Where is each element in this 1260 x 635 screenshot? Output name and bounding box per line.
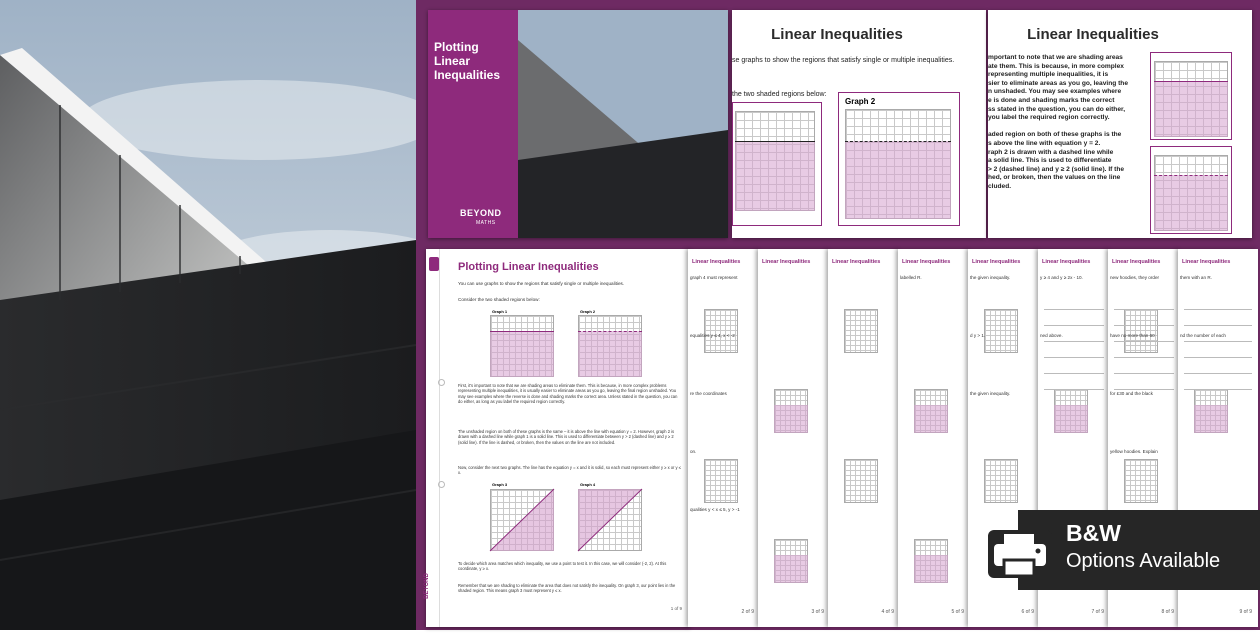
answer-line [1184, 309, 1252, 310]
answer-line [1114, 373, 1174, 374]
page-grid-shade [1194, 405, 1228, 433]
slide3-line: cluded. [988, 182, 1012, 190]
slide3-line: hed, or broken, then the values on the line [988, 174, 1121, 182]
ws-graph1-line [490, 331, 554, 332]
slide3-line: e is done and shading marks the correct [988, 96, 1115, 104]
page-text: nd the number of each [1180, 333, 1226, 338]
graph1-frame [732, 102, 822, 226]
answer-line [1114, 341, 1174, 342]
bw-options-badge [1018, 510, 1260, 590]
answer-line [1184, 389, 1252, 390]
answer-line [1044, 341, 1104, 342]
page-grid [1124, 459, 1158, 503]
answer-line [1044, 389, 1104, 390]
answer-line [1044, 309, 1104, 310]
graph1-shaded-region [735, 141, 815, 211]
worksheet-page-4 [828, 249, 900, 627]
page-number: 8 of 9 [1161, 609, 1174, 615]
beyond-logo: BEYOND [460, 208, 502, 218]
slide3-line: aded region on both of these graphs is the [988, 131, 1122, 139]
slide2-intro: se graphs to show the regions that satisfy single or multiple inequalities. [732, 57, 955, 64]
answer-line [1044, 373, 1104, 374]
slide2-title: Linear Inequalities [771, 26, 903, 43]
ws-graph3-label: Graph 3 [492, 482, 508, 487]
graph2-shaded-region [845, 141, 951, 219]
page-grid-shade [914, 405, 948, 433]
page-number: 7 of 9 [1091, 609, 1104, 615]
page-grid [704, 459, 738, 503]
worksheet-page-5 [898, 249, 970, 627]
slide3-line: ate them. This is because, in more complex [988, 62, 1124, 70]
bw-badge-subtitle: Options Available [1066, 550, 1221, 572]
slide-linear-inequalities-graphs [732, 10, 986, 238]
worksheet-page-1 [423, 249, 690, 627]
page-text: qualities y < x ≤ 5, y > -1 [690, 507, 740, 512]
side-b-logo-icon [429, 257, 439, 271]
slide3-graph-a-shade [1154, 81, 1228, 137]
page-text: labelled R. [900, 275, 922, 280]
page-grid-shade [1054, 405, 1088, 433]
page-header: Linear Inequalities [832, 259, 881, 265]
ws-graph2-line [578, 331, 642, 332]
page-grid-shade [774, 405, 808, 433]
slide3-graph-b [1150, 146, 1232, 234]
answer-line [1044, 325, 1104, 326]
page-number: 2 of 9 [741, 609, 754, 615]
answer-line [1044, 357, 1104, 358]
slide3-graph-b-line [1154, 175, 1228, 176]
slide3-line: s above the line with equation y = 2. [988, 139, 1101, 147]
slide3-line: a solid line. This is used to differentiate [988, 157, 1112, 165]
page-text: equalities y ≤ 4, x < -2 [690, 333, 735, 338]
worksheet-page-number: 1 of 9 [670, 606, 682, 611]
worksheet-p5: Now, consider the next two graphs. The line has the equation y = x and it is solid, so each must represent either y ≥ x or y ≤ x. [458, 465, 681, 476]
printer-icon [984, 524, 1056, 582]
worksheet-p6: To decide which area matches which inequality, we use a point to test it. In this case, we will consider (-2, 2). At this coordinate, y ≥ x. [458, 561, 667, 572]
worksheet-p1: You can use graphs to show the regions that satisfy single or multiple inequalities. [458, 281, 625, 286]
page-text: them with an R. [1180, 275, 1212, 280]
ws-graph2-label: Graph 2 [580, 309, 596, 314]
slide3-line: you label the required region correctly. [988, 114, 1110, 122]
slide3-title: Linear Inequalities [1027, 26, 1159, 43]
slide3-line: n unshaded. You may see examples where [988, 88, 1122, 96]
worksheet-p3: First, it's important to note that we are shading areas to eliminate them. This is because, in more complex problems representing multiple inequalities, it is usually easier to eliminate areas as you go, leaving the final region unshaded. You may see examples where the reverse is done and shading marks the correct area. Unless stated in the question, you can do either, as long as you label the required region correctly. [458, 383, 678, 404]
worksheet-page-2 [688, 249, 760, 627]
slide3-line: sier to eliminate areas as you go, leaving the [988, 79, 1128, 87]
page-header: Linear Inequalities [1112, 259, 1161, 265]
slide3-line: representing multiple inequalities, it is [988, 71, 1109, 79]
hero-photo [518, 10, 728, 238]
page-text: ned above. [1040, 333, 1063, 338]
answer-line [1184, 373, 1252, 374]
bw-badge-title: B&W [1066, 520, 1121, 546]
hole-punch-2 [438, 481, 445, 488]
answer-line [1184, 357, 1252, 358]
answer-line [1114, 389, 1174, 390]
worksheet-p4: The unshaded region on both of these graphs is the same – it is above the line with equation y = 2. However, graph 2 is drawn with a dashed line while graph 1 is a solid line. This is used to differentiate between y > 2 (dashed line) and y ≥ 2 (solid line). If the line is dashed, or broken, then the values on the line are not included. [458, 429, 675, 445]
answer-line [1184, 341, 1252, 342]
worksheet-title: Plotting Linear Inequalities [458, 261, 599, 273]
ws-graph4-label: Graph 4 [580, 482, 596, 487]
page-number: 4 of 9 [881, 609, 894, 615]
page-header: Linear Inequalities [902, 259, 951, 265]
ws-graph1-shade [490, 331, 554, 377]
slide3-line: mportant to note that we are shading areas [988, 54, 1123, 61]
worksheet-page-3 [758, 249, 830, 627]
page-text: for £30 and the black [1110, 391, 1153, 396]
page-header: Linear Inequalities [972, 259, 1021, 265]
page-text: y ≥ 4 and y ≥ 2x - 10. [1040, 275, 1083, 280]
page-text: yellow hoodies. Explain [1110, 449, 1158, 454]
page-header: Linear Inequalities [1182, 259, 1231, 265]
architecture-photo [0, 0, 416, 630]
page-header: Linear Inequalities [692, 259, 741, 265]
page-text: graph 4 must represent [690, 275, 738, 280]
slide3-text [988, 54, 1144, 192]
ws-graph3-line [490, 489, 554, 551]
slide3-graph-a-line [1154, 81, 1228, 82]
page-grid [704, 309, 738, 353]
worksheet-p7: Remember that we are shading to eliminate the area that does not satisfy the inequality. On graph 3, our point lies in the shaded region. This means graph 3 must represent y ≤ x. [458, 583, 676, 594]
answer-line [1114, 325, 1174, 326]
graph2-frame [838, 92, 960, 226]
beyond-logo-sub: MATHS [476, 220, 496, 226]
slide-linear-inequalities-explanation [988, 10, 1252, 238]
page-header: Linear Inequalities [762, 259, 811, 265]
building-illustration [0, 0, 416, 630]
side-logo-bar [423, 249, 440, 627]
page-text: the given inequality. [970, 275, 1011, 280]
page-grid [984, 459, 1018, 503]
ws-graph2-shade [578, 331, 642, 377]
page-grid-shade [774, 555, 808, 583]
ws-graph1-label: Graph 1 [492, 309, 508, 314]
page-number: 5 of 9 [951, 609, 964, 615]
graph2-dashed-line [845, 141, 951, 142]
page-text: have no more than 60 [1110, 333, 1155, 338]
page-text: on. [690, 449, 697, 454]
answer-line [1114, 309, 1174, 310]
page-number: 6 of 9 [1021, 609, 1034, 615]
slide3-graph-b-shade [1154, 175, 1228, 231]
slide3-line: > 2 (dashed line) and y ≥ 2 (solid line). If the [988, 165, 1125, 173]
worksheet-p2: Consider the two shaded regions below: [458, 297, 540, 302]
answer-line [1184, 325, 1252, 326]
hole-punch-1 [438, 379, 445, 386]
page-grid [984, 309, 1018, 353]
side-logo-text: BEYOND [423, 573, 430, 599]
page-grid [1124, 309, 1158, 353]
hero-title: Plotting Linear Inequalities [434, 40, 501, 82]
page-text: re the coordinates [690, 391, 727, 396]
page-text: d y > 1. [970, 333, 986, 338]
slide3-line [988, 123, 1144, 132]
page-grid-shade [914, 555, 948, 583]
page-number: 9 of 9 [1239, 609, 1252, 615]
slide2-consider: the two shaded regions below: [732, 91, 827, 98]
page-number: 3 of 9 [811, 609, 824, 615]
hero-slide [428, 10, 728, 238]
page-grid [844, 309, 878, 353]
slide3-line: raph 2 is drawn with a dashed line while [988, 148, 1114, 156]
slide3-line: ss stated in the question, you can do either, [988, 105, 1126, 113]
page-grid [844, 459, 878, 503]
answer-line [1114, 357, 1174, 358]
graph1-solid-line [735, 141, 815, 142]
page-text: the given inequality. [970, 391, 1011, 396]
slide3-graph-a [1150, 52, 1232, 140]
page-header: Linear Inequalities [1042, 259, 1091, 265]
page-text: new hoodies, they order [1110, 275, 1160, 280]
ws-graph4-line [578, 489, 642, 551]
graph2-label: Graph 2 [845, 97, 876, 106]
